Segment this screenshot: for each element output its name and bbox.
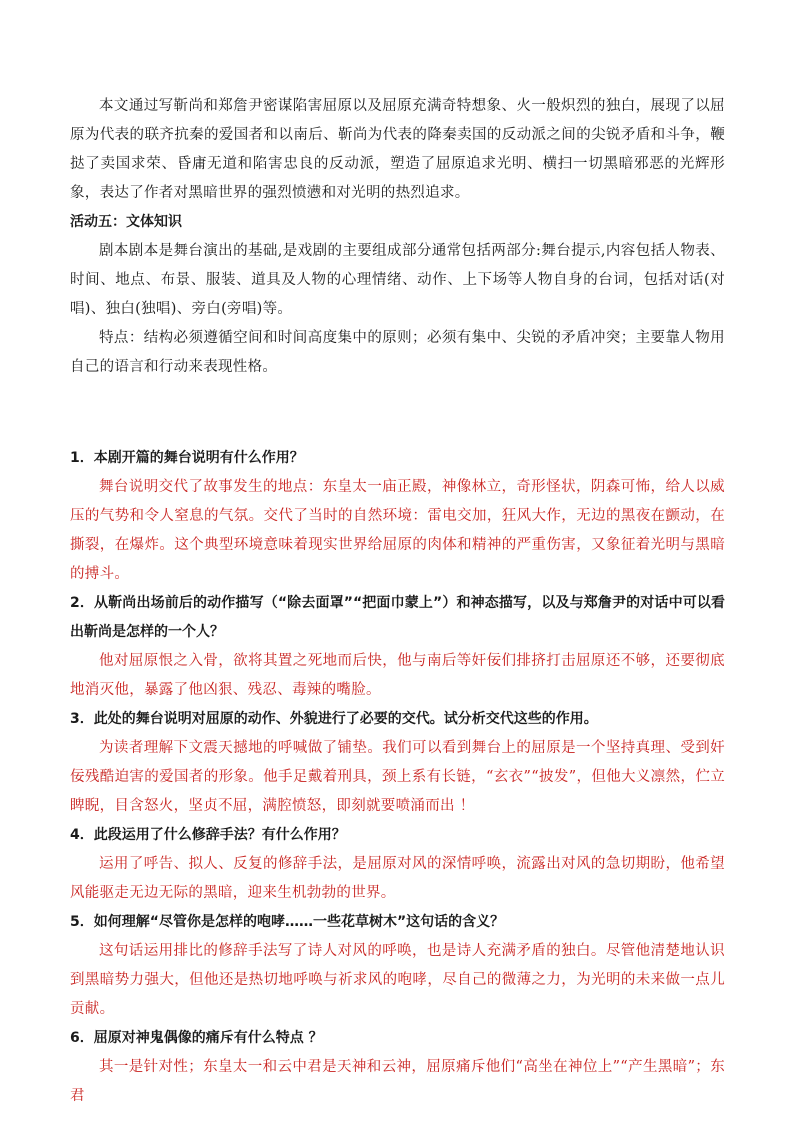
document-page: [70, 92, 725, 1111]
intro-paragraph: 本文通过写靳尚和郑詹尹密谋陷害屈原以及屈原充满奇特想象、火一般炽烈的独白，展现了以屈原为代表的联齐抗秦的爱国者和以南后、靳尚为代表的降秦卖国的反动派之间的尖锐矛盾和斗争，鞭挞了卖国求荣、昏庸无道和陷害忠良的反动派，塑造了屈原追求光明、横扫一切黑暗邪恶的光辉形象，表达了作者对黑暗世界的强烈愤懑和对光明的热烈追求。: [70, 98, 725, 201]
question-4: 4．此段运用了什么修辞手法？有什么作用？: [70, 827, 346, 843]
question-3: 3．此处的舞台说明对屈原的动作、外貌进行了必要的交代。试分析交代这些的作用。: [70, 711, 598, 727]
question-1: 1．本剧开篇的舞台说明有什么作用？: [70, 450, 304, 466]
question-answer-list: [70, 444, 725, 1111]
activity5-heading: 活动五：文体知识: [70, 214, 182, 230]
answer-2: 他对屈原恨之入骨，欲将其置之死地而后快，他与南后等奸佞们排挤打击屈原还不够，还要彻底地消灭他，暴露了他凶狠、残忍、毒辣的嘴脸。: [70, 653, 725, 698]
activity5-paragraph-2: 特点：结构必须遵循空间和时间高度集中的原则；必须有集中、尖锐的矛盾冲突；主要靠人物用自己的语言和行动来表现性格。: [70, 330, 725, 375]
answer-5: 这句话运用排比的修辞手法写了诗人对风的呼唤，也是诗人充满矛盾的独白。尽管他清楚地认识到黑暗势力强大，但他还是热切地呼唤与祈求风的咆哮，尽自己的微薄之力，为光明的未来做一点儿贡献。: [70, 943, 725, 1017]
answer-1: 舞台说明交代了故事发生的地点：东皇太一庙正殿，神像林立，奇形怪状，阴森可怖，给人以威压的气势和令人窒息的气氛。交代了当时的自然环境：雷电交加，狂风大作，无边的黑夜在颤动，在撕裂，在爆炸。这个典型环境意味着现实世界给屈原的肉体和精神的严重伤害，又象征着光明与黑暗的搏斗。: [70, 479, 725, 582]
question-6: 6．屈原对神鬼偶像的痛斥有什么特点 ？: [70, 1030, 323, 1046]
answer-3: 为读者理解下文震天撼地的呼喊做了铺垫。我们可以看到舞台上的屈原是一个坚持真理、受到奸佞残酷迫害的爱国者的形象。他手足戴着刑具，颈上系有长链，“玄衣”“披发”，但他大义凛然，伫立睥睨，目含怒火，坚贞不屈，满腔愤怒，即刻就要喷涌而出 ！: [70, 740, 725, 814]
question-2: 2．从靳尚出场前后的动作描写（“除去面罩”“把面巾蒙上”）和神态描写，以及与郑詹尹的对话中可以看出靳尚是怎样的一个人？: [70, 595, 725, 640]
answer-6: 其一是针对性；东皇太一和云中君是天神和云神，屈原痛斥他们“高坐在神位上”“产生黑暗”；东君: [70, 1059, 725, 1104]
answer-4: 运用了呼告、拟人、反复的修辞手法，是屈原对风的深情呼唤，流露出对风的急切期盼，他希望风能驱走无边无际的黑暗，迎来生机勃勃的世界。: [70, 856, 725, 901]
question-5: 5．如何理解“尽管你是怎样的咆哮……一些花草树木”这句话的含义？: [70, 914, 505, 930]
activity5-paragraph-1: 剧本剧本是舞台演出的基础,是戏剧的主要组成部分通常包括两部分:舞台提示,内容包括人物表、时间、地点、布景、服装、道具及人物的心理情绪、动作、上下场等人物自身的台词，包括对话(对唱)、独白(独唱)、旁白(旁唱)等。: [70, 243, 725, 317]
